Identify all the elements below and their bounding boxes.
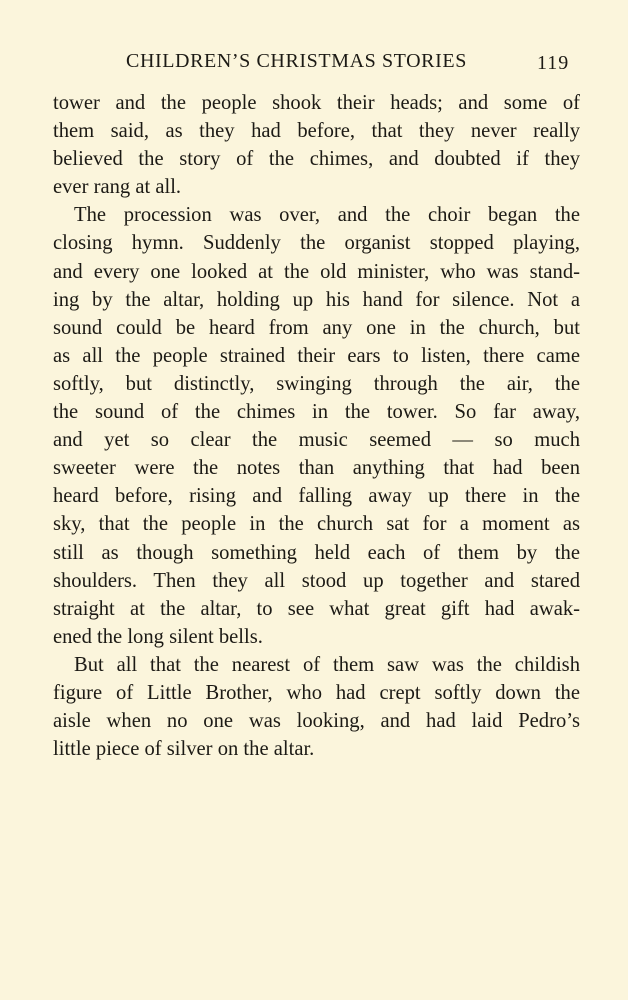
text-line: ened the long silent bells. xyxy=(53,625,263,648)
text-line: straight at the altar, to see what great gift had awak- xyxy=(53,597,580,620)
text-line: still as though something held each of them by the xyxy=(53,541,580,564)
text-line: little piece of silver on the altar. xyxy=(53,738,315,761)
text-line: heard before, rising and falling away up there in the xyxy=(53,485,580,508)
body-text xyxy=(53,89,580,763)
text-line: ever rang at all. xyxy=(53,176,182,199)
text-line: them said, as they had before, that they never really xyxy=(53,120,580,143)
text-line: But all that the nearest of them saw was the childish xyxy=(74,653,580,676)
paragraph-3 xyxy=(53,651,580,763)
text-line: aisle when no one was looking, and had laid Pedro’s xyxy=(53,710,580,733)
text-line: believed the story of the chimes, and doubted if they xyxy=(53,148,580,171)
text-line: sound could be heard from any one in the church, but xyxy=(53,316,580,339)
page-number: 119 xyxy=(537,52,570,74)
text-line: the sound of the chimes in the tower. So far away, xyxy=(53,401,580,424)
text-line: softly, but distinctly, swinging through the air, the xyxy=(53,372,580,395)
text-line: The procession was over, and the choir began the xyxy=(74,204,580,227)
text-line: figure of Little Brother, who had crept softly down the xyxy=(53,681,580,704)
paragraph-1 xyxy=(53,89,580,201)
text-line: sky, that the people in the church sat for a moment as xyxy=(53,513,580,536)
text-line: as all the people strained their ears to listen, there came xyxy=(53,344,580,367)
text-line: tower and the people shook their heads; and some of xyxy=(53,92,580,114)
text-line: and yet so clear the music seemed — so much xyxy=(53,429,580,452)
text-line: sweeter were the notes than anything that had been xyxy=(53,457,580,480)
paragraph-2 xyxy=(53,201,580,651)
text-line: ing by the altar, holding up his hand for silence. Not a xyxy=(53,288,580,311)
text-line: shoulders. Then they all stood up together and stared xyxy=(53,569,580,592)
text-line: closing hymn. Suddenly the organist stopped playing, xyxy=(53,232,580,255)
text-line: and every one looked at the old minister, who was stand- xyxy=(53,260,580,283)
running-head-title: CHILDREN’S CHRISTMAS STORIES xyxy=(126,50,467,72)
